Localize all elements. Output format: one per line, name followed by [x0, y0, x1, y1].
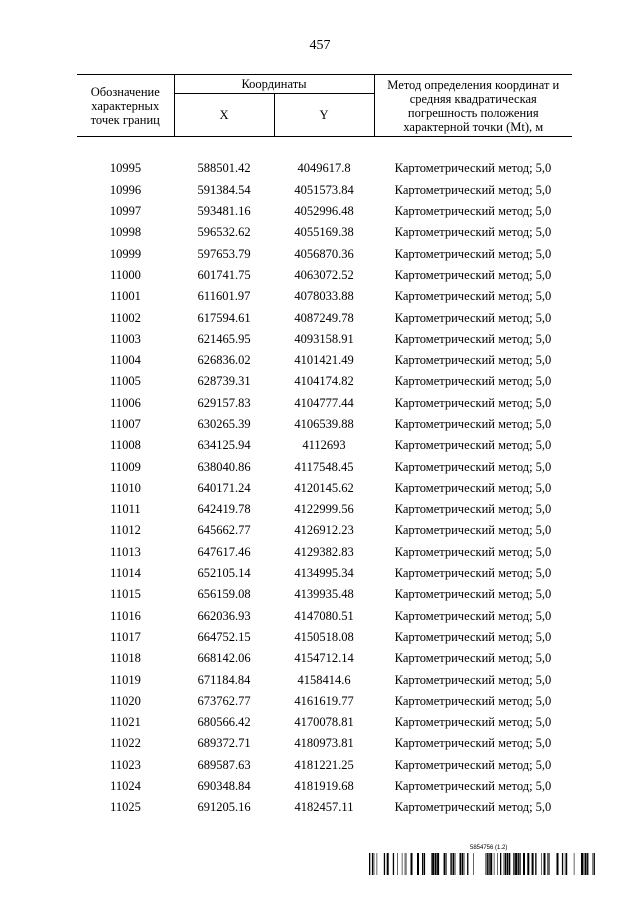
- table-row: [77, 669, 572, 690]
- table-row: [77, 755, 572, 776]
- x-cell: 671184.84: [197, 672, 251, 687]
- header-x: X: [174, 94, 274, 137]
- table-row: [77, 371, 572, 392]
- y-cell: 4055169.38: [294, 225, 354, 240]
- point-id-cell: 11002: [110, 310, 141, 325]
- x-cell: 640171.24: [197, 480, 251, 495]
- method-cell: Картометрический метод; 5,0: [394, 417, 552, 431]
- table-row: [77, 222, 572, 243]
- x-cell: 617594.61: [197, 310, 251, 325]
- table-row: [77, 456, 572, 477]
- x-cell: 690348.84: [197, 779, 251, 794]
- point-id-cell: 11001: [110, 289, 141, 304]
- table-row: [77, 414, 572, 435]
- y-cell: 4052996.48: [294, 204, 354, 219]
- table-row: [77, 712, 572, 733]
- table-row: [77, 606, 572, 627]
- header-coordinates: Координаты: [174, 75, 374, 94]
- table-row: [77, 243, 572, 264]
- table-row: [77, 307, 572, 328]
- x-cell: 680566.42: [197, 715, 251, 730]
- y-cell: 4117548.45: [294, 459, 354, 474]
- x-cell: 652105.14: [197, 566, 251, 581]
- table-row: [77, 350, 572, 371]
- method-cell: Картометрический метод; 5,0: [394, 331, 552, 346]
- y-cell: 4147080.51: [294, 608, 354, 623]
- y-cell: 4078033.88: [294, 289, 354, 304]
- point-id-cell: 11016: [110, 608, 141, 623]
- method-cell: Картометрический метод; 5,0: [394, 523, 552, 538]
- point-id-cell: 11014: [110, 566, 141, 581]
- y-cell: 4161619.77: [294, 693, 354, 708]
- header-method: [374, 75, 572, 137]
- y-cell: 4104777.44: [294, 395, 354, 410]
- table-row: [77, 329, 572, 350]
- method-cell: Картометрический метод; 5,0: [394, 480, 552, 495]
- coordinates-table: [77, 74, 572, 819]
- table-row: [77, 648, 572, 669]
- point-id-cell: 11020: [110, 693, 141, 708]
- method-cell: Картометрический метод; 5,0: [394, 672, 552, 687]
- point-id-cell: 11013: [110, 544, 141, 559]
- table-row: [77, 435, 572, 456]
- method-cell: Картометрический метод; 5,0: [394, 566, 552, 581]
- y-cell: 4122999.56: [294, 502, 354, 517]
- method-cell: Картометрический метод; 5,0: [394, 779, 552, 794]
- x-cell: 645662.77: [197, 523, 251, 538]
- method-cell: Картометрический метод; 5,0: [394, 225, 552, 240]
- method-cell: Картометрический метод; 5,0: [394, 204, 552, 219]
- method-cell: Картометрический метод; 5,0: [394, 693, 552, 708]
- method-cell: Картометрический метод; 5,0: [394, 395, 552, 410]
- x-cell: 691205.16: [197, 800, 251, 815]
- method-cell: Картометрический метод; 5,0: [394, 502, 552, 517]
- header-y: Y: [274, 94, 374, 137]
- y-cell: 4181919.68: [294, 779, 354, 794]
- point-id-cell: 11012: [110, 523, 141, 538]
- point-id-cell: 11018: [110, 651, 141, 666]
- x-cell: 611601.97: [197, 289, 251, 304]
- page-number: 457: [309, 38, 331, 53]
- y-cell: 4150518.08: [294, 629, 354, 644]
- x-cell: 664752.15: [197, 629, 251, 644]
- x-cell: 621465.95: [197, 331, 251, 346]
- point-id-cell: 11024: [110, 779, 141, 794]
- method-cell: Картометрический метод; 5,0: [394, 715, 552, 730]
- table-row: [77, 478, 572, 499]
- y-cell: 4104174.82: [294, 374, 354, 389]
- method-cell: Картометрический метод; 5,0: [394, 182, 552, 197]
- point-id-cell: 11015: [110, 587, 141, 602]
- y-cell: 4182457.11: [294, 800, 354, 815]
- point-id-cell: 11009: [110, 459, 141, 474]
- x-cell: 662036.93: [197, 608, 251, 623]
- x-cell: 689372.71: [197, 736, 251, 751]
- y-cell: 4051573.84: [294, 182, 354, 197]
- x-cell: 596532.62: [197, 225, 251, 240]
- point-id-cell: 11004: [110, 353, 141, 368]
- point-id-cell: 11021: [110, 715, 141, 730]
- table-row: [77, 393, 572, 414]
- table-row: [77, 520, 572, 541]
- point-id-cell: 10999: [109, 246, 142, 261]
- y-cell: 4112693: [302, 438, 346, 453]
- x-cell: 638040.86: [197, 459, 251, 474]
- point-id-cell: 11000: [110, 267, 141, 282]
- table-row: [77, 691, 572, 712]
- method-cell: Картометрический метод; 5,0: [394, 289, 552, 304]
- point-id-cell: 11023: [110, 757, 141, 772]
- point-id-cell: 10995: [109, 161, 142, 176]
- x-cell: 673762.77: [197, 693, 251, 708]
- x-cell: 642419.78: [197, 502, 251, 517]
- table-row: [77, 733, 572, 754]
- point-id-cell: 11011: [110, 502, 141, 517]
- method-cell: Картометрический метод; 5,0: [394, 544, 552, 559]
- x-cell: 656159.08: [197, 587, 251, 602]
- y-cell: 4049617.8: [297, 161, 351, 176]
- point-id-cell: 10997: [109, 204, 142, 219]
- table-row: [77, 201, 572, 222]
- method-cell: Картометрический метод; 5,0: [394, 246, 552, 261]
- x-cell: 626836.02: [197, 353, 251, 368]
- point-id-cell: 11005: [110, 374, 141, 389]
- table-row: [77, 563, 572, 584]
- x-cell: 668142.06: [197, 651, 251, 666]
- y-cell: 4087249.78: [294, 310, 354, 325]
- method-cell: Картометрический метод; 5,0: [394, 608, 552, 623]
- method-cell: Картометрический метод; 5,0: [394, 459, 552, 474]
- x-cell: 689587.63: [197, 757, 251, 772]
- method-cell: Картометрический метод; 5,0: [394, 438, 552, 453]
- table-row: [77, 797, 572, 818]
- method-cell: Картометрический метод; 5,0: [394, 800, 552, 815]
- point-id-cell: 11008: [110, 438, 141, 453]
- point-id-cell: 11022: [110, 736, 141, 751]
- x-cell: 634125.94: [197, 438, 251, 453]
- point-id-cell: 11019: [110, 672, 141, 687]
- y-cell: 4170078.81: [294, 715, 354, 730]
- y-cell: 4129382.83: [294, 544, 354, 559]
- barcode-label: 5854756 (1.2): [470, 845, 508, 851]
- method-cell: Картометрический метод; 5,0: [394, 651, 552, 666]
- method-cell: Картометрический метод; 5,0: [394, 374, 552, 389]
- y-cell: 4180973.81: [294, 736, 354, 751]
- y-cell: 4181221.25: [294, 757, 354, 772]
- y-cell: 4101421.49: [294, 353, 354, 368]
- y-cell: 4126912.23: [294, 523, 354, 538]
- table-row: [77, 265, 572, 286]
- point-id-cell: 11010: [110, 480, 141, 495]
- table-row: [77, 776, 572, 797]
- y-cell: 4139935.48: [294, 587, 354, 602]
- point-id-cell: 10996: [109, 182, 142, 197]
- x-cell: 601741.75: [197, 267, 251, 282]
- method-cell: Картометрический метод; 5,0: [394, 629, 552, 644]
- method-cell: Картометрический метод; 5,0: [394, 310, 552, 325]
- table-row: [77, 584, 572, 605]
- method-cell: Картометрический метод; 5,0: [394, 736, 552, 751]
- y-cell: 4063072.52: [294, 267, 354, 282]
- y-cell: 4158414.6: [297, 672, 351, 687]
- point-id-cell: 11006: [110, 395, 141, 410]
- header-point-designation: Обозначение характерных точек границ: [77, 75, 174, 137]
- y-cell: 4154712.14: [294, 651, 354, 666]
- method-cell: Картометрический метод; 5,0: [394, 353, 552, 368]
- method-cell: Картометрический метод; 5,0: [394, 757, 552, 772]
- x-cell: 597653.79: [197, 246, 251, 261]
- table-row: [77, 180, 572, 201]
- table-row: [77, 158, 572, 179]
- table-row: [77, 499, 572, 520]
- y-cell: 4093158.91: [294, 331, 354, 346]
- point-id-cell: 11003: [110, 331, 141, 346]
- x-cell: 593481.16: [197, 204, 251, 219]
- point-id-cell: 11025: [110, 800, 141, 815]
- point-id-cell: 11007: [110, 417, 141, 431]
- table-row: [77, 542, 572, 563]
- y-cell: 4134995.34: [294, 566, 354, 581]
- y-cell: 4056870.36: [294, 246, 354, 261]
- method-cell: Картометрический метод; 5,0: [394, 587, 552, 602]
- method-cell: Картометрический метод; 5,0: [394, 161, 552, 176]
- point-id-cell: 11017: [110, 629, 141, 644]
- table-row: [77, 627, 572, 648]
- y-cell: 4120145.62: [294, 480, 354, 495]
- x-cell: 591384.54: [197, 182, 251, 197]
- table-row: [77, 286, 572, 307]
- point-id-cell: 10998: [109, 225, 142, 240]
- x-cell: 588501.42: [197, 161, 251, 176]
- y-cell: 4106539.88: [294, 417, 354, 431]
- header-method-text: Метод определения координат и средняя квадратическая погрешность положения характерной точки (Mt), м: [387, 77, 560, 134]
- method-cell: Картометрический метод; 5,0: [394, 267, 552, 282]
- barcode: [369, 853, 597, 875]
- x-cell: 629157.83: [197, 395, 251, 410]
- x-cell: 630265.39: [197, 417, 251, 431]
- x-cell: 628739.31: [197, 374, 251, 389]
- x-cell: 647617.46: [197, 544, 251, 559]
